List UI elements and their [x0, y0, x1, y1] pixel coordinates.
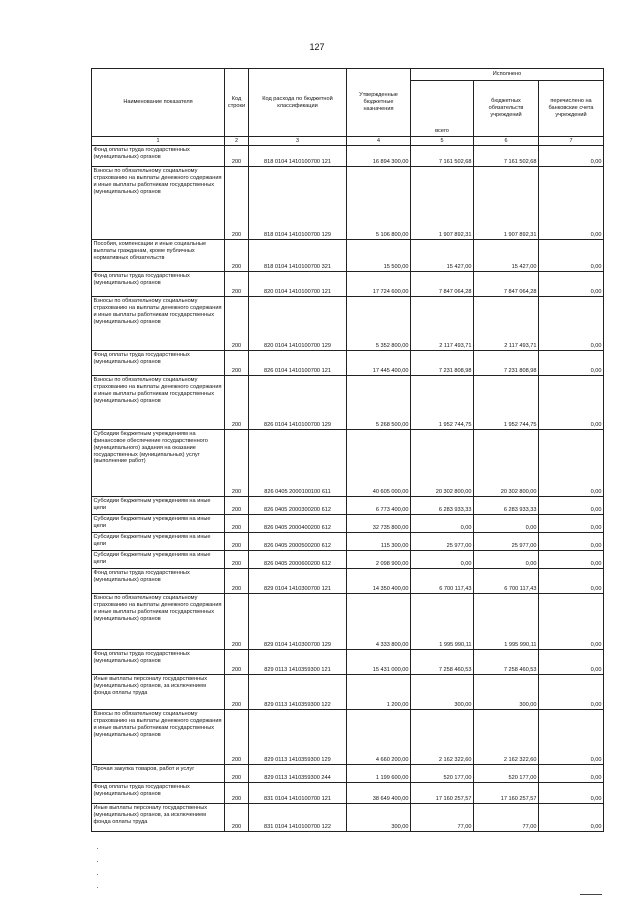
executed-obligations: 15 427,00 — [474, 240, 539, 272]
executed-bank-accounts: 0,00 — [539, 376, 604, 430]
indicator-name: Взносы по обязательному социальному страхованию на выплаты денежного содержания и иные выплаты работникам государственных (муниципальных) органов — [92, 594, 225, 650]
executed-total: 17 160 257,57 — [411, 783, 474, 804]
table-row — [92, 351, 604, 376]
executed-bank-accounts: 0,00 — [539, 497, 604, 515]
approved-amount: 15 500,00 — [347, 240, 411, 272]
header-row-code: Код строки — [225, 69, 249, 137]
table-row — [92, 594, 604, 650]
executed-total: 7 847 064,28 — [411, 272, 474, 297]
executed-bank-accounts: 0,00 — [539, 710, 604, 765]
approved-amount: 1 199 600,00 — [347, 765, 411, 783]
table-row — [92, 272, 604, 297]
executed-bank-accounts: 0,00 — [539, 533, 604, 551]
row-code: 200 — [225, 783, 249, 804]
executed-bank-accounts: 0,00 — [539, 240, 604, 272]
budget-execution-table — [91, 68, 604, 832]
approved-amount: 5 268 500,00 — [347, 376, 411, 430]
executed-obligations: 25 977,00 — [474, 533, 539, 551]
table-row — [92, 167, 604, 240]
executed-obligations: 0,00 — [474, 515, 539, 533]
executed-bank-accounts: 0,00 — [539, 594, 604, 650]
row-code: 200 — [225, 765, 249, 783]
approved-amount: 2 098 900,00 — [347, 551, 411, 569]
executed-obligations: 7 231 808,98 — [474, 351, 539, 376]
executed-obligations: 520 177,00 — [474, 765, 539, 783]
executed-obligations: 6 283 933,33 — [474, 497, 539, 515]
table-row — [92, 430, 604, 497]
budget-code: 820 0104 1410100700 129 — [249, 297, 347, 351]
indicator-name: Взносы по обязательному социальному страхованию на выплаты денежного содержания и иные выплаты работникам государственных (муниципальных) органов — [92, 167, 225, 240]
executed-obligations: 1 952 744,75 — [474, 376, 539, 430]
approved-amount: 5 106 800,00 — [347, 167, 411, 240]
executed-bank-accounts: 0,00 — [539, 272, 604, 297]
executed-bank-accounts: 0,00 — [539, 551, 604, 569]
approved-amount: 1 200,00 — [347, 675, 411, 710]
row-code: 200 — [225, 497, 249, 515]
row-code: 200 — [225, 533, 249, 551]
budget-code: 826 0104 1410100700 129 — [249, 376, 347, 430]
budget-code: 826 0405 2000400200 612 — [249, 515, 347, 533]
page-number: 127 — [309, 42, 325, 52]
row-code: 200 — [225, 804, 249, 832]
indicator-name: Субсидии бюджетным учреждениям на финансовое обеспечение государственного (муниципального) задания на оказание государственных (муниципальных) услуг (выполнение работ) — [92, 430, 225, 497]
table-row — [92, 569, 604, 594]
header-budget-code: Код расхода по бюджетной классификации — [249, 69, 347, 137]
column-numbers-row — [92, 137, 604, 146]
budget-code: 826 0104 1410100700 121 — [249, 351, 347, 376]
column-number: 1 — [92, 137, 225, 146]
bottom-rule — [580, 894, 602, 895]
executed-total: 1 995 990,11 — [411, 594, 474, 650]
budget-code: 818 0104 1410100700 321 — [249, 240, 347, 272]
approved-amount: 17 445 400,00 — [347, 351, 411, 376]
table-row — [92, 710, 604, 765]
approved-amount: 6 773 400,00 — [347, 497, 411, 515]
indicator-name: Фонд оплаты труда государственных (муниципальных) органов — [92, 650, 225, 675]
executed-total: 2 117 493,71 — [411, 297, 474, 351]
executed-obligations: 1 995 990,11 — [474, 594, 539, 650]
indicator-name: Взносы по обязательному социальному страхованию на выплаты денежного содержания и иные выплаты работникам государственных (муниципальных) органов — [92, 376, 225, 430]
executed-bank-accounts: 0,00 — [539, 515, 604, 533]
indicator-name: Фонд оплаты труда государственных (муниципальных) органов — [92, 351, 225, 376]
budget-code: 829 0104 1410300700 121 — [249, 569, 347, 594]
table-row — [92, 765, 604, 783]
column-number: 2 — [225, 137, 249, 146]
budget-code: 820 0104 1410100700 121 — [249, 272, 347, 297]
indicator-name: Иные выплаты персоналу государственных (муниципальных) органов, за исключением фонда оплаты труда — [92, 675, 225, 710]
row-code: 200 — [225, 167, 249, 240]
table-row — [92, 376, 604, 430]
scan-mark — [97, 887, 98, 888]
row-code: 200 — [225, 594, 249, 650]
table-row — [92, 804, 604, 832]
table-row — [92, 515, 604, 533]
budget-code: 826 0405 2000500200 612 — [249, 533, 347, 551]
approved-amount: 40 605 000,00 — [347, 430, 411, 497]
executed-total: 7 231 808,98 — [411, 351, 474, 376]
column-number: 4 — [347, 137, 411, 146]
executed-total: 6 700 117,43 — [411, 569, 474, 594]
row-code: 200 — [225, 650, 249, 675]
header-bank-accounts: перечислено на банковские счета учреждений — [539, 81, 604, 137]
table-row — [92, 533, 604, 551]
executed-bank-accounts: 0,00 — [539, 765, 604, 783]
budget-code: 829 0104 1410300700 129 — [249, 594, 347, 650]
scan-mark — [97, 874, 98, 875]
executed-bank-accounts: 0,00 — [539, 804, 604, 832]
row-code: 200 — [225, 272, 249, 297]
indicator-name: Взносы по обязательному социальному страхованию на выплаты денежного содержания и иные выплаты работникам государственных (муниципальных) органов — [92, 297, 225, 351]
approved-amount: 17 724 600,00 — [347, 272, 411, 297]
executed-total: 0,00 — [411, 515, 474, 533]
executed-bank-accounts: 0,00 — [539, 675, 604, 710]
executed-total: 15 427,00 — [411, 240, 474, 272]
approved-amount: 4 660 200,00 — [347, 710, 411, 765]
approved-amount: 300,00 — [347, 804, 411, 832]
budget-code: 829 0113 1410359300 121 — [249, 650, 347, 675]
executed-obligations: 2 162 322,60 — [474, 710, 539, 765]
scan-mark — [97, 848, 98, 849]
row-code: 200 — [225, 240, 249, 272]
header-budget-obligations: бюджетных обязательств учреждений — [474, 81, 539, 137]
table-row — [92, 240, 604, 272]
table-row — [92, 551, 604, 569]
approved-amount: 5 352 800,00 — [347, 297, 411, 351]
executed-obligations: 1 907 892,31 — [474, 167, 539, 240]
executed-bank-accounts: 0,00 — [539, 569, 604, 594]
executed-obligations: 6 700 117,43 — [474, 569, 539, 594]
row-code: 200 — [225, 515, 249, 533]
table-row — [92, 497, 604, 515]
indicator-name: Субсидии бюджетным учреждениям на иные цели — [92, 515, 225, 533]
column-number: 3 — [249, 137, 347, 146]
executed-total: 2 162 322,60 — [411, 710, 474, 765]
indicator-name: Субсидии бюджетным учреждениям на иные цели — [92, 551, 225, 569]
executed-total: 300,00 — [411, 675, 474, 710]
row-code: 200 — [225, 297, 249, 351]
row-code: 200 — [225, 376, 249, 430]
executed-obligations: 7 161 502,68 — [474, 146, 539, 167]
executed-obligations: 2 117 493,71 — [474, 297, 539, 351]
executed-bank-accounts: 0,00 — [539, 167, 604, 240]
budget-code: 829 0113 1410359300 244 — [249, 765, 347, 783]
executed-bank-accounts: 0,00 — [539, 351, 604, 376]
budget-code: 831 0104 1410100700 121 — [249, 783, 347, 804]
table-row — [92, 297, 604, 351]
executed-obligations: 7 847 064,28 — [474, 272, 539, 297]
executed-obligations: 20 302 800,00 — [474, 430, 539, 497]
row-code: 200 — [225, 710, 249, 765]
executed-bank-accounts: 0,00 — [539, 146, 604, 167]
approved-amount: 38 649 400,00 — [347, 783, 411, 804]
header-executed: Исполнено — [411, 69, 604, 81]
budget-code: 826 0405 2000100100 611 — [249, 430, 347, 497]
indicator-name: Фонд оплаты труда государственных (муниципальных) органов — [92, 569, 225, 594]
column-number: 6 — [474, 137, 539, 146]
header-indicator-name: Наименование показателя — [92, 69, 225, 137]
executed-obligations: 77,00 — [474, 804, 539, 832]
indicator-name: Иные выплаты персоналу государственных (муниципальных) органов, за исключением фонда оплаты труда — [92, 804, 225, 832]
header-total: всего — [411, 81, 474, 137]
indicator-name: Взносы по обязательному социальному страхованию на выплаты денежного содержания и иные выплаты работникам государственных (муниципальных) органов — [92, 710, 225, 765]
header-approved: Утвержденные бюджетные назначения — [347, 69, 411, 137]
executed-total: 20 302 800,00 — [411, 430, 474, 497]
indicator-name: Фонд оплаты труда государственных (муниципальных) органов — [92, 783, 225, 804]
executed-bank-accounts: 0,00 — [539, 297, 604, 351]
row-code: 200 — [225, 675, 249, 710]
indicator-name: Пособия, компенсации и иные социальные выплаты гражданам, кроме публичных нормативных обязательств — [92, 240, 225, 272]
executed-total: 0,00 — [411, 551, 474, 569]
indicator-name: Фонд оплаты труда государственных (муниципальных) органов — [92, 146, 225, 167]
column-number: 7 — [539, 137, 604, 146]
table-row — [92, 675, 604, 710]
budget-code: 818 0104 1410100700 121 — [249, 146, 347, 167]
approved-amount: 16 894 300,00 — [347, 146, 411, 167]
approved-amount: 32 735 800,00 — [347, 515, 411, 533]
executed-total: 7 258 460,53 — [411, 650, 474, 675]
executed-total: 25 977,00 — [411, 533, 474, 551]
executed-obligations: 7 258 460,53 — [474, 650, 539, 675]
executed-obligations: 0,00 — [474, 551, 539, 569]
table-row — [92, 783, 604, 804]
scan-mark — [97, 861, 98, 862]
table-row — [92, 146, 604, 167]
margin-marks — [95, 848, 101, 898]
row-code: 200 — [225, 146, 249, 167]
column-number: 5 — [411, 137, 474, 146]
executed-total: 77,00 — [411, 804, 474, 832]
executed-bank-accounts: 0,00 — [539, 783, 604, 804]
executed-total: 1 952 744,75 — [411, 376, 474, 430]
executed-bank-accounts: 0,00 — [539, 430, 604, 497]
executed-total: 1 907 892,31 — [411, 167, 474, 240]
approved-amount: 15 431 000,00 — [347, 650, 411, 675]
budget-code: 826 0405 2000600200 612 — [249, 551, 347, 569]
executed-obligations: 17 160 257,57 — [474, 783, 539, 804]
indicator-name: Фонд оплаты труда государственных (муниципальных) органов — [92, 272, 225, 297]
row-code: 200 — [225, 430, 249, 497]
budget-code: 826 0405 2000300200 612 — [249, 497, 347, 515]
executed-obligations: 300,00 — [474, 675, 539, 710]
row-code: 200 — [225, 569, 249, 594]
executed-bank-accounts: 0,00 — [539, 650, 604, 675]
indicator-name: Субсидии бюджетным учреждениям на иные цели — [92, 497, 225, 515]
budget-code: 818 0104 1410100700 129 — [249, 167, 347, 240]
row-code: 200 — [225, 351, 249, 376]
executed-total: 520 177,00 — [411, 765, 474, 783]
executed-total: 7 161 502,68 — [411, 146, 474, 167]
indicator-name: Субсидии бюджетным учреждениям на иные цели — [92, 533, 225, 551]
row-code: 200 — [225, 551, 249, 569]
executed-total: 6 283 933,33 — [411, 497, 474, 515]
approved-amount: 115 300,00 — [347, 533, 411, 551]
budget-code: 829 0113 1410359300 129 — [249, 710, 347, 765]
indicator-name: Прочая закупка товаров, работ и услуг — [92, 765, 225, 783]
budget-code: 831 0104 1410100700 122 — [249, 804, 347, 832]
approved-amount: 4 333 800,00 — [347, 594, 411, 650]
budget-code: 829 0113 1410359300 122 — [249, 675, 347, 710]
table-row — [92, 650, 604, 675]
approved-amount: 14 350 400,00 — [347, 569, 411, 594]
